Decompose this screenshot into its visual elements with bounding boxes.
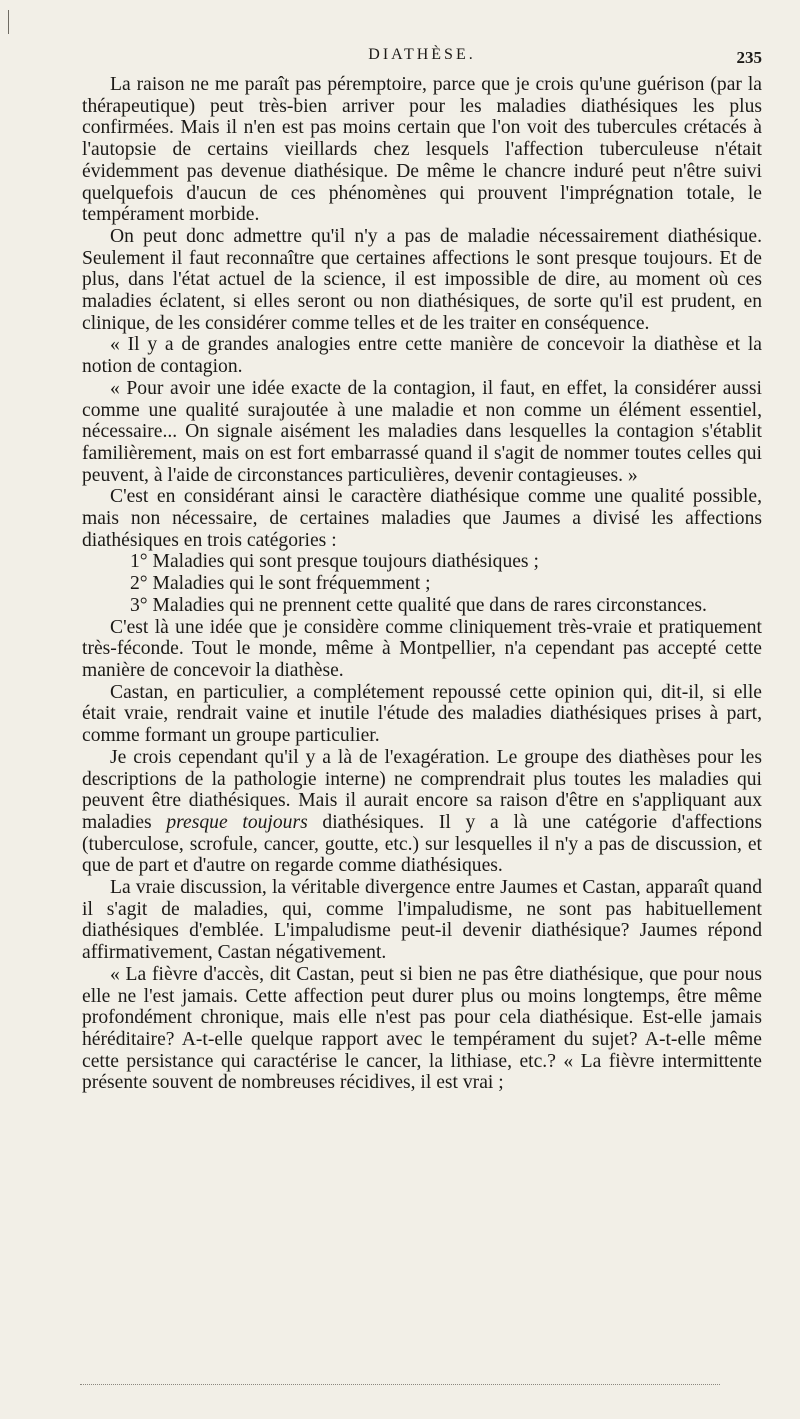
paragraph: La raison ne me paraît pas péremptoire, parce que je crois qu'une guérison (par la thérapeutique) peut très-bien arriver pour les maladies diathésiques les plus confirmées. Mais il n'en est pas moins certain que l'on voit des tubercules crétacés à l'autopsie de certains vieillards chez lesquels l'affection tuberculeuse n'était évidemment pas devenue diathésique. De même le chancre induré peut n'être suivi quelquefois d'aucun de ces phénomènes qui prouvent l'imprégnation totale, le tempérament morbide.: [82, 74, 762, 226]
list-item: 2° Maladies qui le sont fréquemment ;: [130, 573, 431, 595]
running-header: [82, 40, 762, 74]
page-number: 235: [736, 48, 762, 67]
bottom-rule: [80, 1384, 720, 1385]
emphasis: presque toujours: [166, 811, 308, 833]
list-item: 1° Maladies qui sont presque toujours diathésiques ;: [130, 551, 539, 573]
paragraph: C'est là une idée que je considère comme cliniquement très-vraie et pratiquement très-féconde. Tout le monde, même à Montpellier, n'a cependant pas accepté cette manière de concevoir la diathèse.: [82, 616, 762, 681]
paragraph: La vraie discussion, la véritable divergence entre Jaumes et Castan, apparaît quand il s'agit de maladies, qui, comme l'impaludisme, ne sont pas habituellement diathésiques d'emblée. L'impaludisme peut-il devenir diathésique? Jaumes répond affirmativement, Castan négativement.: [82, 877, 762, 964]
paragraph: « La fièvre d'accès, dit Castan, peut si bien ne pas être diathésique, que pour nous elle ne l'est jamais. Cette affection peut durer plus ou moins longtemps, être même profondément chronique, mais elle n'est pas pour cela diathésique. Est-elle jamais héréditaire? A-t-elle quelque rapport avec le tempérament du sujet? A-t-elle même cette persistance qui caractérise le cancer, la lithiase, etc.? « La fièvre intermittente présente souvent de nombreuses récidives, il est vrai ;: [82, 963, 762, 1094]
paragraph: « Il y a de grandes analogies entre cette manière de concevoir la diathèse et la notion de contagion.: [82, 334, 762, 378]
paragraph: C'est en considérant ainsi le caractère diathésique comme une qualité possible, mais non nécessaire, de certaines maladies que Jaumes a divisé les affections diathésiques en trois catégories :: [82, 486, 762, 551]
paragraph-text: Je crois cependant qu'il y a là de l'exagération. Le groupe des diathèses pour les descriptions de la pathologie interne) ne comprendrait plus toutes les maladies qui peuvent être diathésiques. Mais il aurait encore sa raison d'être en s'appliquant aux maladies: [82, 746, 762, 833]
paragraph-text: diathésiques. Il y a là une catégorie d'affections (tuberculose, scrofule, cancer, goutte, etc.) sur lesquelles il n'y a pas de discussion, et que de part et d'autre on regarde comme diathésiques.: [82, 811, 763, 877]
body-text: [82, 74, 762, 1094]
edge-mark: [8, 10, 9, 34]
paragraph: [82, 747, 762, 877]
paragraph: On peut donc admettre qu'il n'y a pas de maladie nécessairement diathésique. Seulement il faut reconnaître que certaines affections le sont presque toujours. Et de plus, dans l'état actuel de la science, il est impossible de dire, au moment où ces maladies éclatent, si elles seront ou non diathésiques, de sorte qu'il est prudent, en clinique, de les considérer comme telles et de les traiter en conséquence.: [82, 225, 762, 334]
running-title: DIATHÈSE.: [368, 46, 476, 63]
paragraph: « Pour avoir une idée exacte de la contagion, il faut, en effet, la considérer aussi comme une qualité surajoutée à une maladie et non comme un élément essentiel, nécessaire... On signale aisément les maladies dans lesquelles la contagion s'établit familièrement, mais on est fort embarrassé quand il s'agit de nommer toutes celles qui peuvent, à l'aide de circonstances particulières, devenir contagieuses. »: [82, 377, 762, 486]
list-item: 3° Maladies qui ne prennent cette qualité que dans de rares circonstances.: [130, 594, 707, 616]
paragraph: Castan, en particulier, a complétement repoussé cette opinion qui, dit-il, si elle était vraie, rendrait vaine et inutile l'étude des maladies diathésiques prises à part, comme formant un groupe particulier.: [82, 681, 762, 747]
